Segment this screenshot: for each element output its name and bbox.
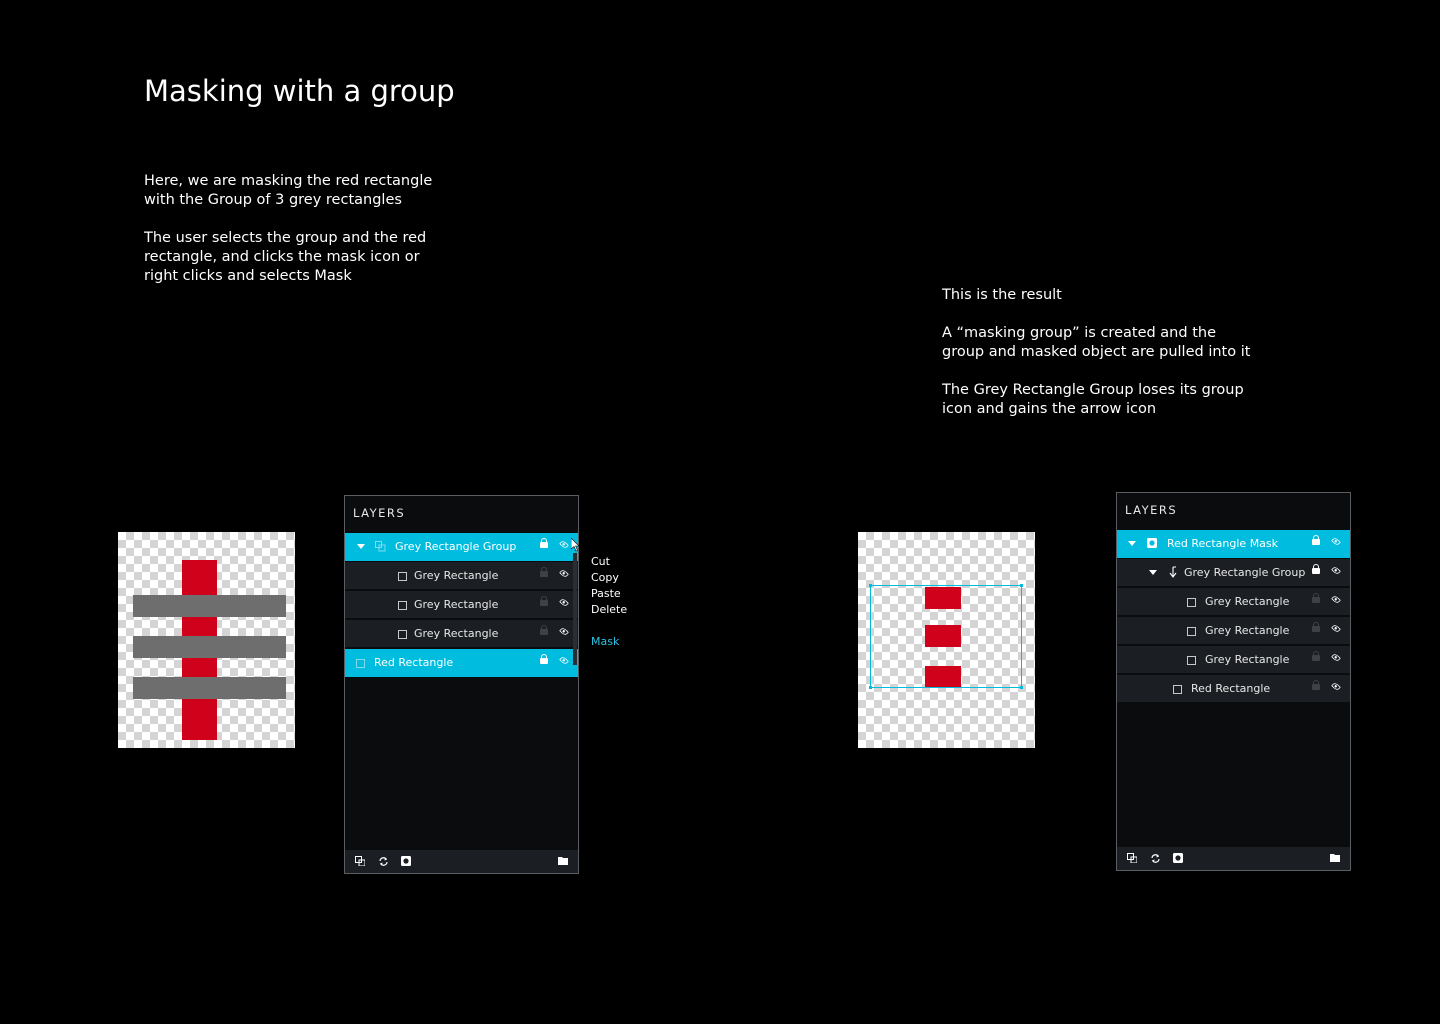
layer-label: Grey Rectangle (414, 627, 499, 640)
layer-row-grey-rectangle[interactable] (1117, 588, 1350, 616)
lock-icon[interactable] (540, 542, 548, 548)
layer-row-grey-rectangle[interactable] (345, 591, 578, 619)
lock-icon[interactable] (540, 571, 548, 577)
folder-icon[interactable] (558, 856, 568, 866)
result-paragraph: The Grey Rectangle Group loses its group icon and gains the arrow icon (942, 382, 1244, 417)
layers-panel-before (344, 495, 579, 874)
grey-rectangle[interactable] (133, 677, 286, 699)
layer-label: Grey Rectangle Group (395, 540, 517, 553)
arrow-icon (1166, 566, 1177, 579)
selection-handle[interactable] (869, 584, 872, 587)
menu-item-paste[interactable]: Paste (591, 587, 621, 600)
lock-icon[interactable] (540, 658, 548, 664)
caret-down-icon[interactable] (1149, 570, 1157, 575)
page-title: Masking with a group (144, 74, 455, 108)
rectangle-icon (1187, 627, 1196, 636)
panel-title: LAYERS (1125, 503, 1178, 517)
layer-row-grey-rectangle[interactable] (1117, 646, 1350, 674)
folder-icon[interactable] (1330, 853, 1340, 863)
layer-row-grey-rectangle-group[interactable] (1117, 559, 1350, 587)
group-icon[interactable] (355, 856, 365, 866)
rectangle-icon (398, 630, 407, 639)
selection-handle[interactable] (869, 686, 872, 689)
rectangle-icon (398, 601, 407, 610)
menu-item-copy[interactable]: Copy (591, 571, 619, 584)
layer-row-red-rectangle-mask[interactable] (1117, 530, 1350, 558)
result-paragraph: A “masking group” is created and the group and masked object are pulled into it (942, 325, 1251, 360)
layer-label: Grey Rectangle (1205, 624, 1290, 637)
caret-down-icon[interactable] (1128, 541, 1136, 546)
layers-panel-after (1116, 492, 1351, 871)
eye-icon[interactable] (1331, 653, 1341, 663)
layer-label: Red Rectangle (374, 656, 454, 669)
intro-text (144, 172, 444, 305)
layer-label: Grey Rectangle (1205, 653, 1290, 666)
panel-footer (345, 850, 578, 873)
group-icon[interactable] (1127, 853, 1137, 863)
cursor-icon (571, 538, 580, 552)
lock-icon[interactable] (1312, 684, 1320, 690)
lock-icon[interactable] (1312, 597, 1320, 603)
caret-down-icon[interactable] (357, 544, 365, 549)
panel-title: LAYERS (353, 506, 406, 520)
rectangle-icon (1187, 656, 1196, 665)
layer-label: Grey Rectangle Group (1184, 566, 1306, 579)
result-text (942, 286, 1252, 438)
eye-icon[interactable] (1331, 595, 1341, 605)
eye-icon[interactable] (559, 598, 569, 608)
layer-row-red-rectangle[interactable] (345, 649, 578, 677)
selection-handle[interactable] (1020, 584, 1023, 587)
eye-icon[interactable] (559, 540, 569, 550)
eye-icon[interactable] (1331, 682, 1341, 692)
eye-icon[interactable] (1331, 537, 1341, 547)
layer-row-grey-rectangle[interactable] (345, 620, 578, 648)
layer-label: Red Rectangle Mask (1167, 537, 1279, 550)
intro-paragraph: The user selects the group and the red rectangle, and clicks the mask icon or right clicks and selects Mask (144, 230, 427, 284)
rectangle-icon (1187, 598, 1196, 607)
layer-label: Red Rectangle (1191, 682, 1271, 695)
lock-icon[interactable] (1312, 626, 1320, 632)
selection-handle[interactable] (1020, 686, 1023, 689)
layer-label: Grey Rectangle (414, 598, 499, 611)
grey-rectangle[interactable] (133, 595, 286, 617)
eye-icon[interactable] (1331, 624, 1341, 634)
lock-icon[interactable] (540, 600, 548, 606)
rectangle-icon (1173, 685, 1182, 694)
menu-item-mask[interactable]: Mask (591, 635, 620, 648)
layer-row-grey-rectangle[interactable] (1117, 617, 1350, 645)
mask-icon[interactable] (401, 856, 411, 866)
lock-icon[interactable] (1312, 655, 1320, 661)
context-menu (591, 554, 627, 650)
lock-icon[interactable] (1312, 539, 1320, 545)
sync-icon[interactable] (378, 856, 388, 866)
mask-icon[interactable] (1173, 853, 1183, 863)
eye-icon[interactable] (559, 627, 569, 637)
menu-item-cut[interactable]: Cut (591, 555, 610, 568)
mask-icon (1147, 538, 1158, 549)
panel-footer (1117, 847, 1350, 870)
layer-label: Grey Rectangle (414, 569, 499, 582)
selection-box[interactable] (870, 585, 1022, 688)
group-icon (375, 541, 386, 552)
result-paragraph: This is the result (942, 287, 1062, 303)
layer-row-grey-rectangle[interactable] (345, 562, 578, 590)
canvas-after[interactable] (858, 532, 1035, 748)
canvas-before[interactable] (118, 532, 295, 748)
eye-icon[interactable] (559, 656, 569, 666)
layer-row-red-rectangle[interactable] (1117, 675, 1350, 703)
lock-icon[interactable] (1312, 568, 1320, 574)
rectangle-icon (398, 572, 407, 581)
menu-item-delete[interactable]: Delete (591, 603, 628, 616)
eye-icon[interactable] (559, 569, 569, 579)
layer-label: Grey Rectangle (1205, 595, 1290, 608)
menu-edge (573, 553, 577, 665)
rectangle-icon (356, 659, 365, 668)
intro-paragraph: Here, we are masking the red rectangle with the Group of 3 grey rectangles (144, 173, 433, 208)
sync-icon[interactable] (1150, 853, 1160, 863)
layer-row-grey-rectangle-group[interactable] (345, 533, 578, 561)
eye-icon[interactable] (1331, 566, 1341, 576)
lock-icon[interactable] (540, 629, 548, 635)
grey-rectangle[interactable] (133, 636, 286, 658)
